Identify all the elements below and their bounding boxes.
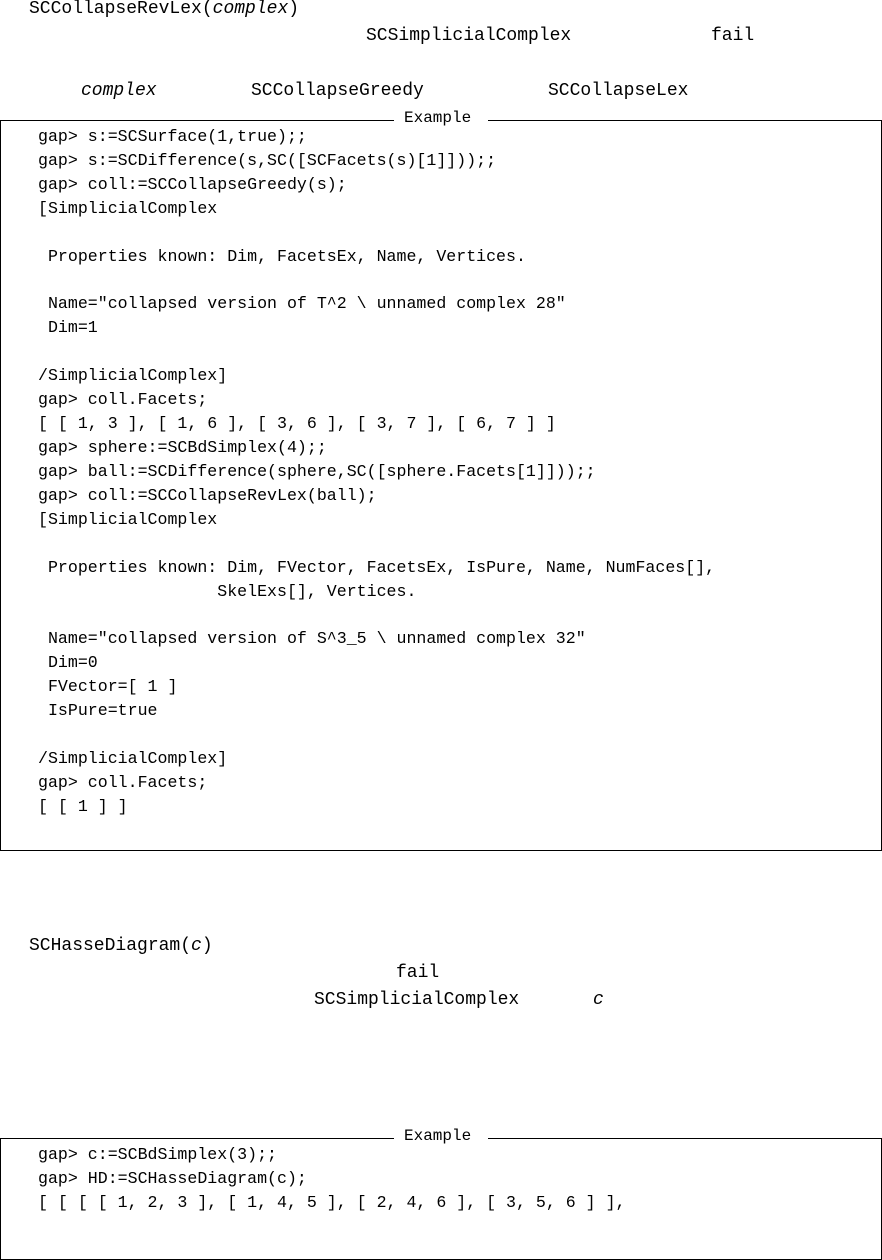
code-line: gap> sphere:=SCBdSimplex(4);;	[38, 437, 327, 457]
return-fail: fail	[711, 26, 755, 46]
signature-close-paren: )	[288, 0, 300, 19]
code-line: IsPure=true	[38, 701, 158, 721]
example-header-rule-right	[488, 1138, 882, 1139]
code-line: [ [ 1 ] ]	[38, 796, 128, 816]
code-line: [ [ 1, 3 ], [ 1, 6 ], [ 3, 6 ], [ 3, 7 ], [ 6, 7 ] ]	[38, 414, 556, 434]
return-type: SCSimplicialComplex	[366, 26, 572, 46]
function-signature-schassediagram	[29, 935, 213, 957]
code-line: gap> HD:=SCHasseDiagram(c);	[38, 1168, 307, 1188]
code-line	[38, 269, 715, 293]
argument-name: c	[191, 936, 202, 956]
code-line: gap> s:=SCSurface(1,true);;	[38, 127, 307, 146]
code-line: gap> coll.Facets;	[38, 390, 208, 410]
function-signature-sccollapserevlex	[29, 0, 299, 20]
code-line	[38, 723, 715, 747]
code-line: Name="collapsed version of T^2 \ unnamed complex 28"	[38, 294, 566, 314]
desc-ref-collapse-greedy: SCCollapseGreedy	[251, 81, 424, 101]
code-line: FVector=[ 1 ]	[38, 677, 178, 697]
return-fail: fail	[396, 963, 440, 983]
desc-argument: c	[593, 990, 604, 1010]
code-line: SkelExs[], Vertices.	[38, 581, 417, 601]
argument-name: complex	[212, 0, 289, 19]
code-line	[38, 532, 715, 556]
code-line: [SimplicialComplex	[38, 198, 218, 218]
signature-close-paren: )	[201, 936, 213, 956]
example-code-block	[38, 125, 715, 819]
example-code-block	[38, 1143, 626, 1215]
example-box-1	[0, 109, 882, 851]
desc-type: SCSimplicialComplex	[314, 990, 520, 1010]
code-line: /SimplicialComplex]	[38, 748, 228, 768]
code-line: gap> s:=SCDifference(s,SC([SCFacets(s)[1]]));;	[38, 150, 497, 170]
example-header-rule-left	[0, 1138, 394, 1139]
code-line	[38, 340, 715, 364]
code-line: Name="collapsed version of S^3_5 \ unnamed complex 32"	[38, 629, 586, 649]
code-line: Dim=0	[38, 653, 98, 673]
code-line: [SimplicialComplex	[38, 509, 218, 529]
code-line: [ [ [ [ 1, 2, 3 ], [ 1, 4, 5 ], [ 2, 4, 6 ], [ 3, 5, 6 ] ],	[38, 1192, 626, 1212]
code-line: /SimplicialComplex]	[38, 366, 228, 386]
code-line: Properties known: Dim, FacetsEx, Name, Vertices.	[38, 246, 526, 266]
example-header-rule-right	[488, 120, 882, 121]
code-line: gap> ball:=SCDifference(sphere,SC([sphere.Facets[1]]));;	[38, 461, 596, 481]
example-box-2	[0, 1127, 882, 1260]
function-name: SCCollapseRevLex(	[29, 0, 213, 19]
desc-argument: complex	[81, 81, 157, 101]
code-line: Properties known: Dim, FVector, FacetsEx, IsPure, Name, NumFaces[],	[38, 557, 716, 577]
code-line	[38, 603, 715, 627]
code-line: gap> c:=SCBdSimplex(3);;	[38, 1145, 277, 1164]
example-header-rule-left	[0, 120, 394, 121]
code-line: gap> coll.Facets;	[38, 772, 208, 792]
code-line: gap> coll:=SCCollapseRevLex(ball);	[38, 485, 377, 505]
desc-ref-collapse-lex: SCCollapseLex	[548, 81, 689, 101]
code-line: gap> coll:=SCCollapseGreedy(s);	[38, 174, 347, 194]
example-label: Example	[404, 1127, 472, 1145]
function-name: SCHasseDiagram(	[29, 936, 192, 956]
code-line: Dim=1	[38, 318, 98, 338]
example-label: Example	[404, 109, 472, 127]
code-line	[38, 221, 715, 245]
